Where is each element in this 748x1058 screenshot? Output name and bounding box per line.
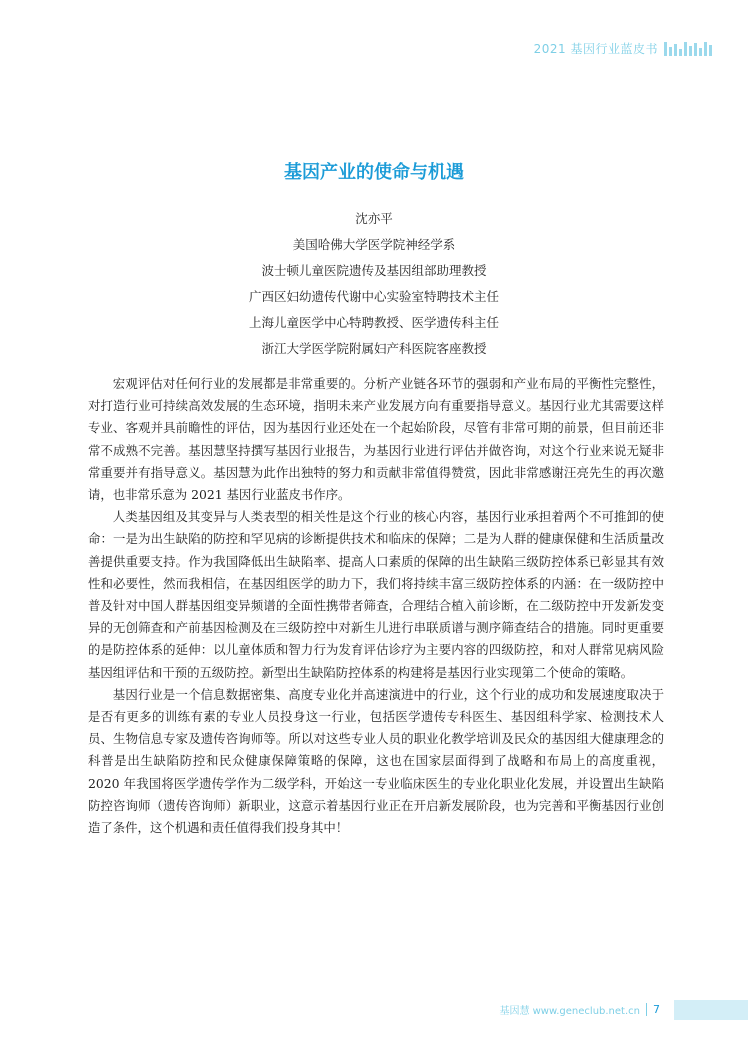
barcode-decoration-icon [664,42,712,56]
author-affiliation: 广西区妇幼遗传代谢中心实验室特聘技术主任 [248,289,499,304]
body-paragraph: 基因行业是一个信息数据密集、高度专业化并高速演进中的行业，这个行业的成功和发展速度取决于是否有更多的训练有素的专业人员投身这一行业，包括医学遗传专科医生、基因组科学家、检测技术人员、生物信息专家及遗传咨询师等。所以对这些专业人员的职业化教学培训及民众的基因组大健康理念的科普是出生缺陷防控和民众健康保障策略的保障，这也在国家层面得到了战略和布局上的高度重视，2020 年我国将医学遗传学作为二级学科，开始这一专业临床医生的专业化职业化发展，并设置出生缺陷防控咨询师（遗传咨询师）新职业，这意示着基因行业正在开启新发展阶段，也为完善和平衡基因行业创造了条件，这个机遇和责任值得我们投身其中！ [88,686,664,836]
body-paragraph: 宏观评估对任何行业的发展都是非常重要的。分析产业链各环节的强弱和产业布局的平衡性完整性，对打造行业可持续高效发展的生态环境，指明未来产业发展方向有重要指导意义。基因行业尤其需要这样专业、客观并具前瞻性的评估，因为基因行业还处在一个起始阶段，尽管有非常可期的前景，但目前还非常不成熟不完善。基因慧坚持撰写基因行业报告，为基因行业进行评估并做咨询，对这个行业来说无疑非常重要并有指导意义。基因慧为此作出独特的努力和贡献非常值得赞赏，因此非常感谢汪亮先生的再次邀请，也非常乐意为 2021 基因行业蓝皮书作序。 [88,376,664,503]
running-title: 2021 基因行业蓝皮书 [533,42,658,56]
article-title: 基因产业的使命与机遇 [284,162,464,183]
footer-site: 基因慧 www.geneclub.net.cn [499,1006,640,1017]
page-footer [499,1002,660,1017]
author-name: 沈亦平 [355,211,393,226]
footer-decoration-block [674,1000,748,1020]
author-affiliation: 上海儿童医学中心特聘教授、医学遗传科主任 [248,315,499,330]
author-affiliation: 美国哈佛大学医学院神经学系 [292,237,456,252]
author-affiliation: 波士顿儿童医院遗传及基因组部助理教授 [261,263,487,278]
article-body [88,373,664,839]
body-paragraph: 人类基因组及其变异与人类表型的相关性是这个行业的核心内容，基因行业承担着两个不可推卸的使命：一是为出生缺陷的防控和罕见病的诊断提供技术和临床的保障；二是为人群的健康保健和生活质量改善提供重要支持。作为我国降低出生缺陷率、提高人口素质的保障的出生缺陷三级防控体系已彰显其有效性和必要性，然而我相信，在基因组医学的助力下，我们将持续丰富三级防控体系的内涵：在一级防控中普及针对中国人群基因组变异频谱的全面性携带者筛查，合理结合植入前诊断，在二级防控中开发新发变异的无创筛查和产前基因检测及在三级防控中对新生儿进行串联质谱与测序筛查结合的措施。同时更重要的是防控体系的延伸：以儿童体质和智力行为发育评估诊疗为主要内容的四级防控，和对人群常见病风险基因组评估和干预的五级防控。新型出生缺陷防控体系的构建将是基因行业实现第二个使命的策略。 [88,509,664,680]
running-header [534,40,712,57]
author-affiliation: 浙江大学医学院附属妇产科医院客座教授 [261,341,487,356]
author-block [0,206,748,362]
page-number: 7 [646,1003,660,1016]
